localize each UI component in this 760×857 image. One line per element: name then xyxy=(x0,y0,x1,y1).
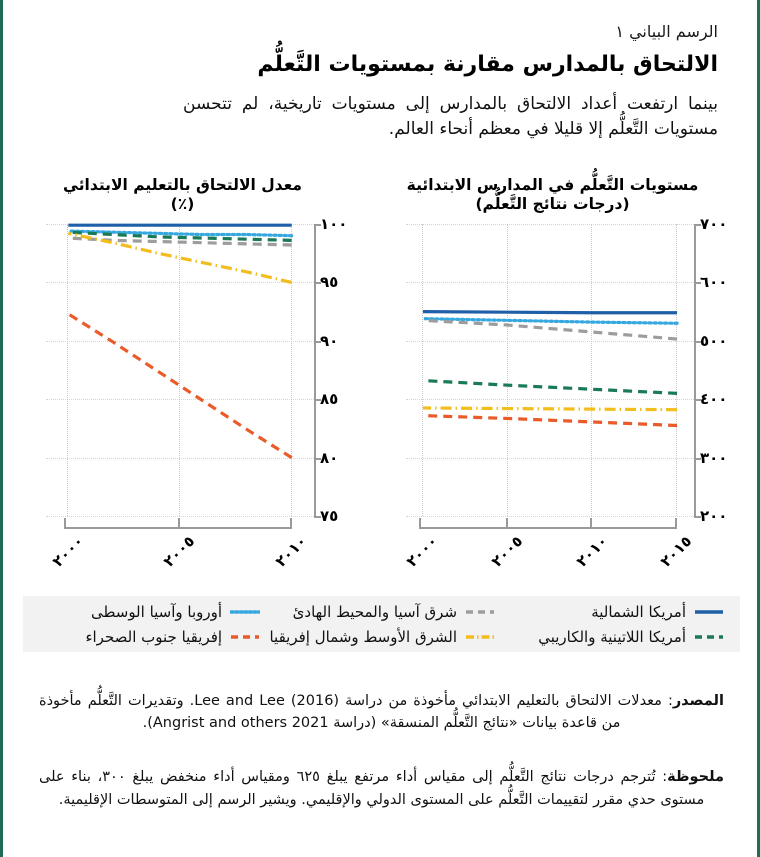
series-layer-enrollment xyxy=(46,224,314,516)
y-axis-tick-label: ٨٥ xyxy=(320,390,339,409)
source-label: المصدر xyxy=(672,693,724,709)
x-axis-tick-label: ٢٠٠٥ xyxy=(487,532,527,571)
page-title: الالتحاق بالمدارس مقارنة بمستويات التَّعلُّم xyxy=(257,52,718,77)
gridline-horizontal xyxy=(46,516,314,517)
y-axis-tick xyxy=(694,516,701,518)
source-text: : معدلات الالتحاق بالتعليم الابتدائي مأخوذة من دراسة Lee and Lee (2016). وتقديرات التَّعلُّم مأخوذة من قاعدة بيانات «نتائج التَّعلُّم المنسقة» (دراسة Angrist and others 2021). xyxy=(39,693,673,732)
legend-swatch-icon xyxy=(230,631,260,643)
y-axis-tick xyxy=(694,341,701,343)
x-axis-tick-label: ٢٠٠٠ xyxy=(403,532,442,571)
y-axis-tick-label: ٤٠٠ xyxy=(700,390,728,409)
legend-item-east-asia-pacific[interactable] xyxy=(264,603,495,621)
y-axis-tick-label: ٧٥ xyxy=(320,507,339,525)
y-axis-tick-label: ٧٠٠ xyxy=(700,215,728,233)
x-axis-tick xyxy=(590,518,592,527)
x-axis-labels-learning xyxy=(403,532,696,592)
series-line-enrollment xyxy=(68,314,291,458)
legend-label: إفريقيا جنوب الصحراء xyxy=(85,627,223,646)
legend-item-europe-central-asia[interactable] xyxy=(29,603,260,621)
y-axis-tick xyxy=(694,399,701,401)
y-axis-labels-learning xyxy=(700,215,740,525)
x-axis-tick xyxy=(178,518,180,527)
y-axis-tick-label: ٩٥ xyxy=(320,273,339,292)
y-axis-tick-label: ١٠٠ xyxy=(320,215,348,233)
chart-title-learning-main: مستويات التَّعلُّم في المدارس الابتدائية xyxy=(406,176,699,194)
chart-legend xyxy=(23,596,740,652)
y-axis-tick-label: ٥٠٠ xyxy=(700,331,728,350)
chart-title-learning-unit: (درجات نتائج التَّعلُّم) xyxy=(475,195,630,214)
y-axis-tick-label: ٩٠ xyxy=(320,331,339,350)
legend-swatch-icon xyxy=(465,631,495,643)
legend-swatch-icon xyxy=(694,606,724,618)
gridline-horizontal xyxy=(406,516,694,517)
y-axis-labels-enrollment xyxy=(320,215,360,525)
series-line-enrollment xyxy=(68,231,291,236)
legend-item-north-america[interactable] xyxy=(499,603,724,621)
figure-note xyxy=(39,766,724,812)
series-line-learning xyxy=(423,416,677,426)
note-text: : تُترجم درجات نتائج التَّعلُّم إلى مقياس أداء مرتفع يبلغ ٦٢٥ ومقياس أداء منخفض يبلغ ٣٠٠، بناء على مستوى حدي مقرر لتقييمات التَّعلُّم على المستوى الدولي والإقليمي. ويشير الرسم إلى المتوسطات الإقليمية. xyxy=(39,769,705,809)
series-line-learning xyxy=(423,312,677,313)
y-axis-tick xyxy=(694,282,701,284)
legend-swatch-icon xyxy=(230,606,260,618)
legend-label: شرق آسيا والمحيط الهادئ xyxy=(292,602,458,621)
plot-box-learning xyxy=(403,224,696,571)
y-axis-tick-label: ٦٠٠ xyxy=(700,273,728,292)
x-axis-tick-label: ٢٠٠٠ xyxy=(48,532,88,571)
series-layer-learning xyxy=(406,224,694,516)
x-axis-tick xyxy=(506,518,508,527)
y-axis-tick-label: ٢٠٠ xyxy=(700,507,728,525)
x-axis-tick-label: ٢٠٠٥ xyxy=(160,532,199,571)
x-axis-labels-enrollment xyxy=(46,532,314,592)
chart-title-enrollment xyxy=(5,176,360,222)
x-axis-tick-label: ٢٠١٠ xyxy=(572,532,612,571)
y-axis-tick xyxy=(314,399,321,401)
plot-box-enrollment xyxy=(46,224,316,571)
legend-label: أمريكا اللاتينية والكاريبي xyxy=(538,627,686,646)
legend-swatch-icon xyxy=(694,631,724,643)
y-axis-tick xyxy=(694,458,701,460)
series-line-learning xyxy=(423,381,677,394)
x-axis-tick-label: ٢٠١٥ xyxy=(657,532,696,571)
x-axis-tick-label: ٢٠١٠ xyxy=(271,532,311,571)
chart-title-enrollment-main: معدل الالتحاق بالتعليم الابتدائي xyxy=(63,176,302,194)
figure-subtitle: بينما ارتفعت أعداد الالتحاق بالمدارس إلى مستويات تاريخية، لم تتحسن مستويات التَّعلُّم إلا قليلا في معظم أنحاء العالم. xyxy=(183,94,718,139)
figure-label: الرسم البياني ١ xyxy=(615,22,718,41)
y-axis-tick-label: ٣٠٠ xyxy=(700,448,728,467)
legend-label: أمريكا الشمالية xyxy=(591,602,686,621)
note-label: ملحوظة xyxy=(667,769,724,785)
legend-item-latin-america-caribbean[interactable] xyxy=(499,628,724,646)
legend-column xyxy=(264,603,499,646)
source-note xyxy=(39,690,724,735)
chart-panel-learning xyxy=(365,176,740,576)
series-line-learning xyxy=(423,408,677,410)
y-axis-tick xyxy=(694,224,701,226)
chart-title-learning xyxy=(365,176,740,222)
y-axis-tick xyxy=(314,282,321,284)
legend-label: الشرق الأوسط وشمال إفريقيا xyxy=(269,627,458,646)
legend-column xyxy=(499,603,734,646)
legend-swatch-icon xyxy=(465,606,495,618)
x-axis-bracket xyxy=(419,518,677,529)
y-axis-tick xyxy=(314,516,321,518)
chart-title-enrollment-unit: (٪) xyxy=(170,195,195,214)
chart-panel-enrollment xyxy=(5,176,360,576)
y-axis-tick xyxy=(314,341,321,343)
y-axis-tick xyxy=(314,224,321,226)
legend-item-sub-saharan-africa[interactable] xyxy=(29,628,260,646)
legend-item-middle-east-north-africa[interactable] xyxy=(264,628,495,646)
y-axis-tick-label: ٨٠ xyxy=(320,448,339,467)
legend-column xyxy=(29,603,264,646)
y-axis-tick xyxy=(314,458,321,460)
legend-label: أوروبا وآسيا الوسطى xyxy=(90,602,223,621)
